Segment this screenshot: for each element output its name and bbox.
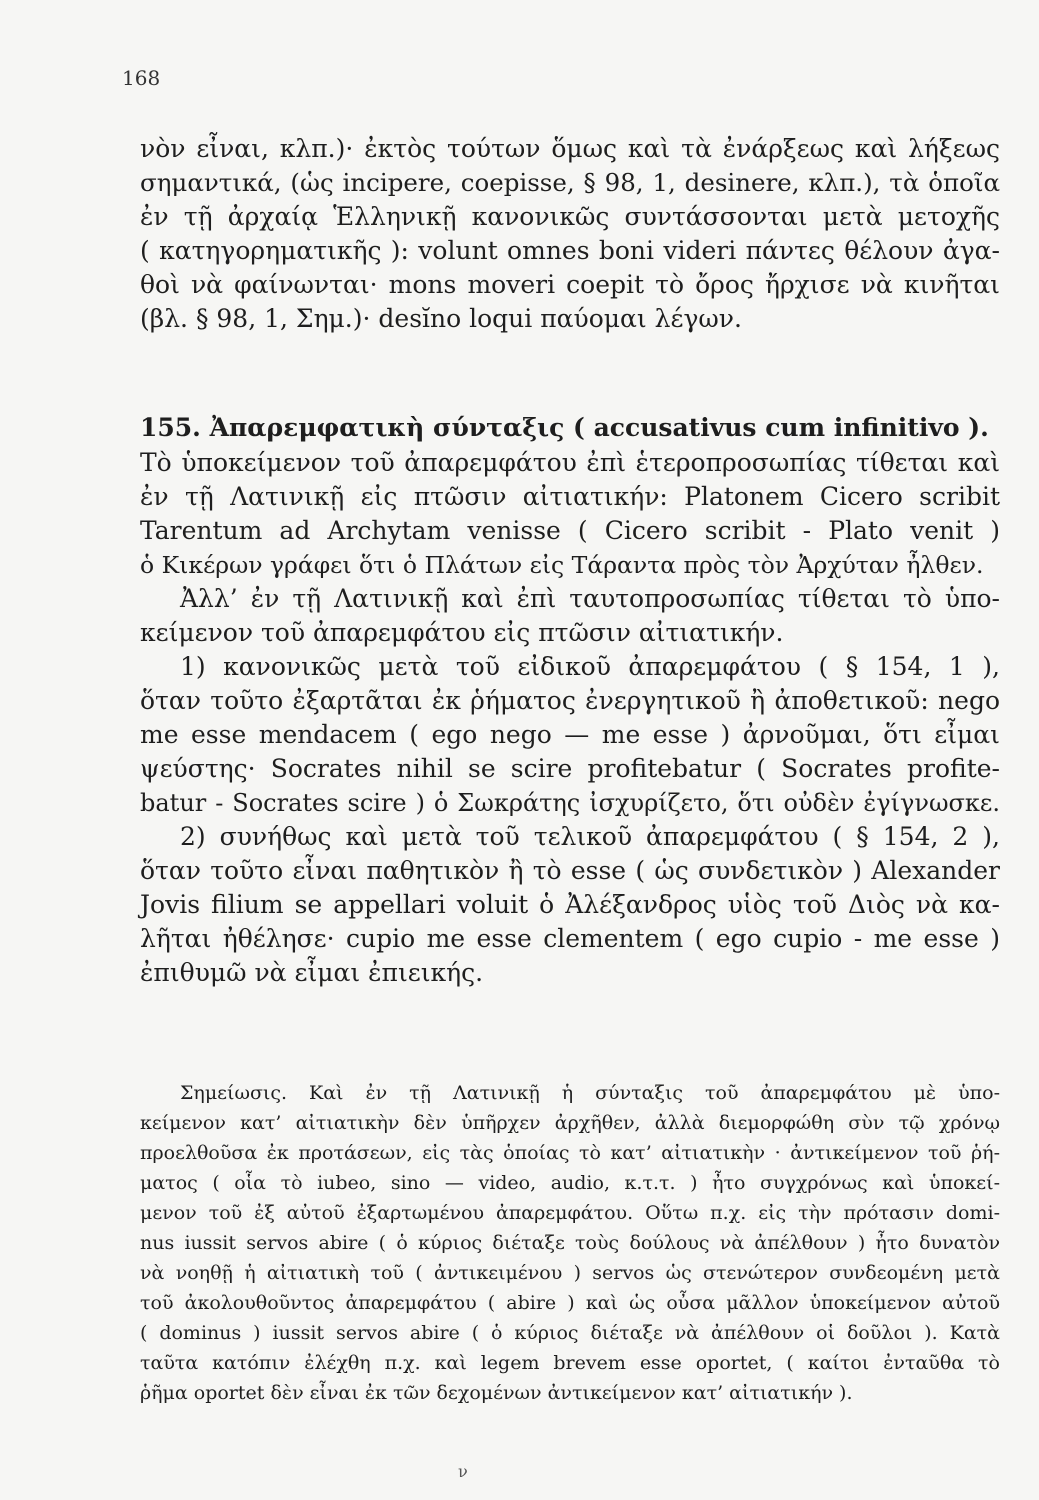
text-line: ὅταν τοῦτο ἐξαρτᾶται ἐκ ῥήματος ἐνεργητικοῦ ἢ ἀποθετικοῦ: nego bbox=[140, 686, 1000, 715]
note-line: Σημείωσις. Καὶ ἐν τῇ Λατινικῇ ἡ σύνταξις τοῦ ἀπαρεμφάτου μὲ ὑπο- bbox=[180, 1082, 1000, 1104]
text-line: θοὶ νὰ φαίνωνται· mons moveri coepit τὸ ὄρος ἤρχισε νὰ κινῆται bbox=[140, 270, 1000, 299]
section-155 bbox=[140, 410, 1000, 990]
text-line: me esse mendacem ( ego nego — me esse ) ἀρνοῦμαι, ὅτι εἶμαι bbox=[140, 720, 1000, 749]
note-line: τοῦ ἀκολουθοῦντος ἀπαρεμφάτου ( abire ) καὶ ὡς οὖσα μᾶλλον ὑποκείμενον αὐτοῦ bbox=[140, 1292, 1000, 1314]
text-line: ἐν τῇ ἀρχαίᾳ Ἑλληνικῇ κανονικῶς συντάσσονται μετὰ μετοχῆς bbox=[140, 202, 1000, 231]
note-line: nus iussit servos abire ( ὁ κύριος διέταξε τοὺς δούλους νὰ ἀπέλθουν ) ἦτο δυνατὸν bbox=[140, 1232, 1000, 1254]
text-line: ὅταν τοῦτο εἶναι παθητικὸν ἢ τὸ esse ( ὡς συνδετικὸν ) Alexander bbox=[140, 856, 1000, 885]
note-line: προελθοῦσα ἐκ προτάσεων, εἰς τὰς ὁποίας τὸ κατ’ αἰτιατικὴν · ἀντικείμενον τοῦ ῥή- bbox=[140, 1142, 1000, 1164]
page-number: 168 bbox=[122, 66, 161, 90]
text-line: κείμενον τοῦ ἀπαρεμφάτου εἰς πτῶσιν αἰτιατικήν. bbox=[140, 618, 784, 647]
text-line: Τὸ ὑποκείμενον τοῦ ἀπαρεμφάτου ἐπὶ ἑτεροπροσωπίας τίθεται καὶ bbox=[140, 448, 1000, 477]
text-line: (βλ. § 98, 1, Σημ.)· desĭno loqui παύομαι λέγων. bbox=[140, 304, 742, 333]
note-block bbox=[140, 1078, 1000, 1408]
text-line: λῆται ἠθέλησε· cupio me esse clementem ( ego cupio - me esse ) bbox=[140, 924, 1000, 953]
text-line: ὁ Κικέρων γράφει ὅτι ὁ Πλάτων εἰς Τάραντα πρὸς τὸν Ἀρχύταν ἦλθεν. bbox=[140, 551, 984, 579]
text-line: ἐπιθυμῶ νὰ εἶμαι ἐπιεικής. bbox=[140, 958, 484, 987]
text-line: batur - Socrates scire ) ὁ Σωκράτης ἰσχυρίζετο, ὅτι οὐδὲν ἐγίγνωσκε. bbox=[140, 789, 1000, 817]
text-line: ψεύστης· Socrates nihil se scire profitebatur ( Socrates profite- bbox=[140, 754, 1000, 783]
text-line: νὸν εἶναι, κλπ.)· ἐκτὸς τούτων ὅμως καὶ τὰ ἐνάρξεως καὶ λήξεως bbox=[140, 134, 1000, 163]
footer-mark: ν bbox=[458, 1462, 468, 1481]
note-line: ( dominus ) iussit servos abire ( ὁ κύριος διέταξε νὰ ἀπέλθουν οἱ δοῦλοι ). Κατὰ bbox=[140, 1322, 1000, 1344]
text-line: Jovis filium se appellari voluit ὁ Ἀλέξανδρος υἱὸς τοῦ Διὸς νὰ κα- bbox=[140, 890, 1000, 919]
section-heading: 155. Ἀπαρεμφατικὴ σύνταξις ( accusativus cum infinitivo ). bbox=[140, 413, 989, 442]
note-line: ταῦτα κατόπιν ἐλέχθη π.χ. καὶ legem brevem esse oportet, ( καίτοι ἐνταῦθα τὸ bbox=[140, 1352, 1000, 1374]
text-line: σημαντικά, (ὡς incipere, coepisse, § 98, 1, desinere, κλπ.), τὰ ὁποῖα bbox=[140, 168, 1000, 197]
note-line: νὰ νοηθῇ ἡ αἰτιατικὴ τοῦ ( ἀντικειμένου ) servos ὡς στενώτερον συνδεομένη μετὰ bbox=[140, 1262, 1000, 1284]
note-line: μενον τοῦ ἐξ αὐτοῦ ἐξαρτωμένου ἀπαρεμφάτου. Οὕτω π.χ. εἰς τὴν πρότασιν domi- bbox=[140, 1202, 1000, 1224]
note-line: ματος ( οἷα τὸ iubeo, sino — video, audio, κ.τ.τ. ) ἦτο συγχρόνως καὶ ὑποκεί- bbox=[140, 1172, 1000, 1194]
text-line: Ἀλλ’ ἐν τῇ Λατινικῇ καὶ ἐπὶ ταυτοπροσωπίας τίθεται τὸ ὑπο- bbox=[180, 584, 1000, 613]
text-line: Tarentum ad Archytam venisse ( Cicero scribit - Plato venit ) bbox=[140, 516, 1000, 545]
paragraph-continuation bbox=[140, 132, 1000, 336]
note-line: κείμενον κατ’ αἰτιατικὴν δὲν ὑπῆρχεν ἀρχῆθεν, ἀλλὰ διεμορφώθη σὺν τῷ χρόνῳ bbox=[140, 1112, 1000, 1134]
text-line: 2) συνήθως καὶ μετὰ τοῦ τελικοῦ ἀπαρεμφάτου ( § 154, 2 ), bbox=[180, 822, 1000, 851]
note-line: ῥῆμα oportet δὲν εἶναι ἐκ τῶν δεχομένων ἀντικείμενον κατ’ αἰτιατικήν ). bbox=[140, 1382, 853, 1404]
text-line: ἐν τῇ Λατινικῇ εἰς πτῶσιν αἰτιατικήν: Platonem Cicero scribit bbox=[140, 482, 1000, 511]
text-line: 1) κανονικῶς μετὰ τοῦ εἰδικοῦ ἀπαρεμφάτου ( § 154, 1 ), bbox=[180, 652, 1000, 681]
text-line: ( κατηγορηματικῆς ): volunt omnes boni videri πάντες θέλουν ἀγα- bbox=[140, 236, 1000, 265]
